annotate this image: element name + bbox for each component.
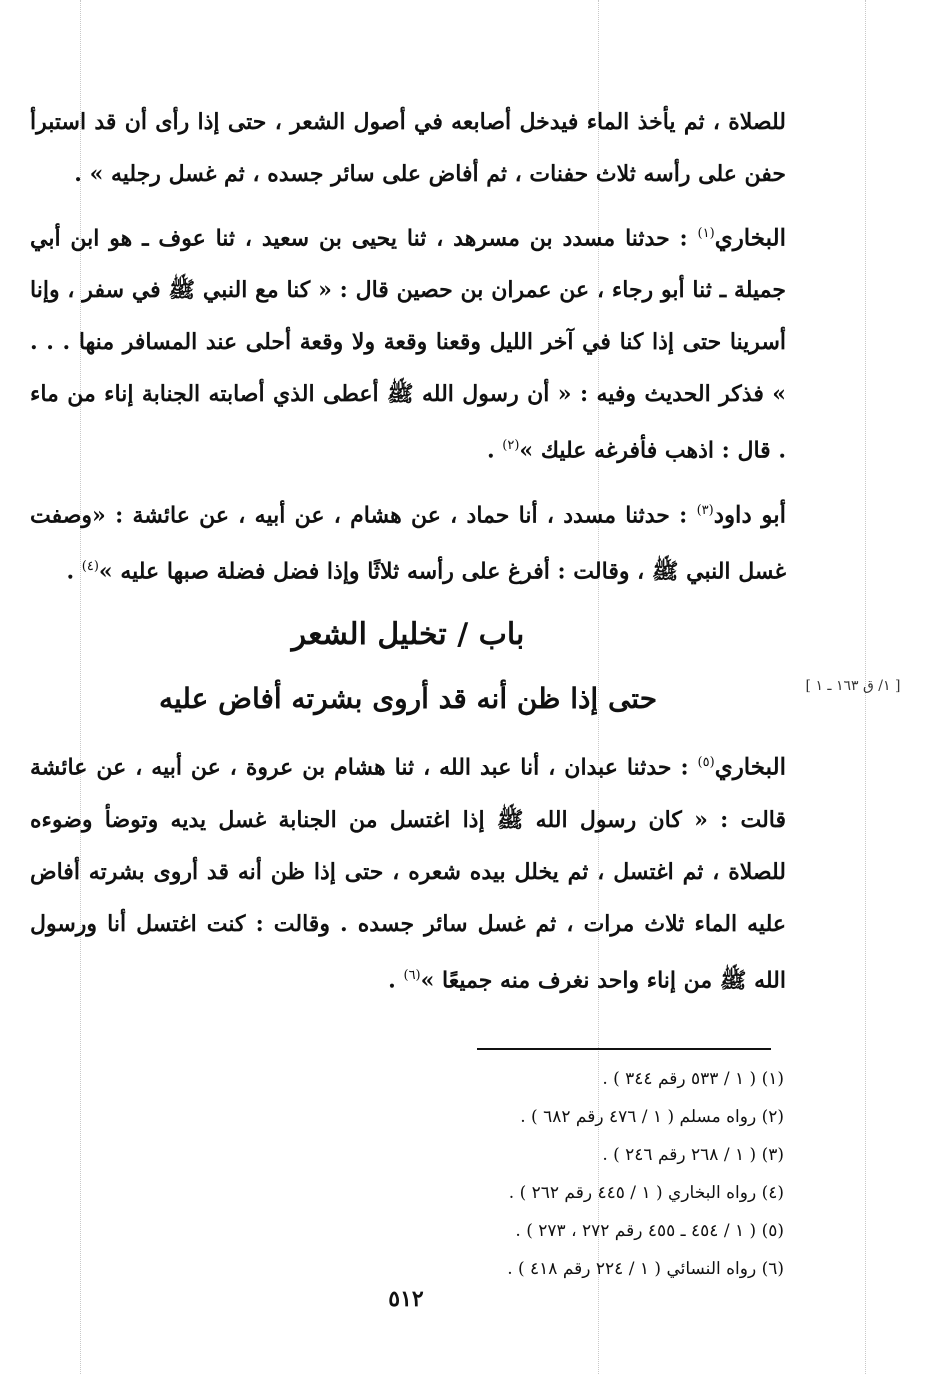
source-name: البخاري xyxy=(714,224,786,252)
footnote-4: (٤) رواه البخاري ( ١ / ٤٤٥ رقم ٢٦٢ ) . xyxy=(508,1183,784,1203)
punctuation: . xyxy=(66,558,82,585)
footnote-3: (٣) ( ١ / ٢٦٨ رقم ٢٤٦ ) . xyxy=(602,1145,784,1165)
source-name: أبو داود xyxy=(713,500,786,528)
footnotes xyxy=(260,1060,784,1288)
punctuation: . xyxy=(486,437,503,464)
manuscript-margin-note: [ ١/ ق ١٦٣ ـ ١ ] xyxy=(805,678,901,694)
footnote-ref: (٣) xyxy=(696,502,714,518)
footnote-ref: (٤) xyxy=(81,558,99,574)
source-name: البخاري xyxy=(714,753,786,781)
page-body xyxy=(30,96,786,1014)
hadith-text: : حدثنا مسدد ، أنا حماد ، عن هشام ، عن أبيه ، عن عائشة : «وصفت غسل النبي ﷺ ، وقالت : أفرغ على رأسه ثلاثًا وإذا فضل فضلة صبها عليه » xyxy=(30,501,786,585)
paragraph-3 xyxy=(30,485,786,598)
hadith-text: : حدثنا عبدان ، أنا عبد الله ، ثنا هشام بن عروة ، عن أبيه ، عن عائشة قالت : « كان رسول الله ﷺ إذا اغتسل من الجنابة غسل يديه وتوضأ وضوءه للصلاة ، ثم اغتسل ، ثم يخلل بيده شعره ، حتى إذا ظن أنه قد أروى بشرته أفاض عليه الماء ثلاث مرات ، ثم غسل سائر جسده . وقالت : كنت اغتسل أنا ورسول الله ﷺ من إناء واحد نغرف منه جميعًا » xyxy=(30,754,786,993)
footnote-6: (٦) رواه النسائي ( ١ / ٢٢٤ رقم ٤١٨ ) . xyxy=(507,1259,784,1279)
page-number: ٥١٢ xyxy=(388,1286,424,1312)
chapter-subheading: حتى إذا ظن أنه قد أروى بشرته أفاض عليه xyxy=(158,682,658,716)
punctuation: . xyxy=(388,966,404,993)
footnote-ref: (١) xyxy=(697,226,715,241)
footnote-2: (٢) رواه مسلم ( ١ / ٤٧٦ رقم ٦٨٢ ) . xyxy=(520,1107,784,1127)
footnote-ref: (٦) xyxy=(403,967,421,983)
footnote-1: (١) ( ١ / ٥٣٣ رقم ٣٤٤ ) . xyxy=(602,1069,784,1089)
footnote-ref: (٥) xyxy=(697,755,715,771)
footnote-divider xyxy=(477,1048,771,1050)
footnote-5: (٥) ( ١ / ٤٥٤ ـ ٤٥٥ رقم ٢٧٢ ، ٢٧٣ ) . xyxy=(515,1221,784,1241)
chapter-heading: باب / تخليل الشعر xyxy=(291,617,525,653)
footnote-ref: (٢) xyxy=(502,438,520,454)
hadith-text: : حدثنا مسدد بن مسرهد ، ثنا يحيى بن سعيد ، ثنا عوف ـ هو ابن أبي جميلة ـ ثنا أبو رجاء ، عن عمران بن حصين قال : « كنا مع النبي ﷺ في سفر ، وإنا أسرينا حتى إذا كنا في آخر الليل وقعنا وقعة ولا وقعة أحلى عند المسافر منها . . . » فذكر الحديث وفيه : « أن رسول الله ﷺ أعطى الذي أصابته الجنابة إناء من ماء . قال : اذهب فأفرغه عليك » xyxy=(30,225,786,464)
paragraph-2 xyxy=(30,208,786,477)
paragraph-1: للصلاة ، ثم يأخذ الماء فيدخل أصابعه في أصول الشعر ، حتى إذا رأى أن قد استبرأ حفن على رأسه ثلاث حفنات ، ثم أفاض على سائر جسده ، ثم غسل رجليه » . xyxy=(30,109,786,187)
paragraph-4 xyxy=(30,737,786,1006)
